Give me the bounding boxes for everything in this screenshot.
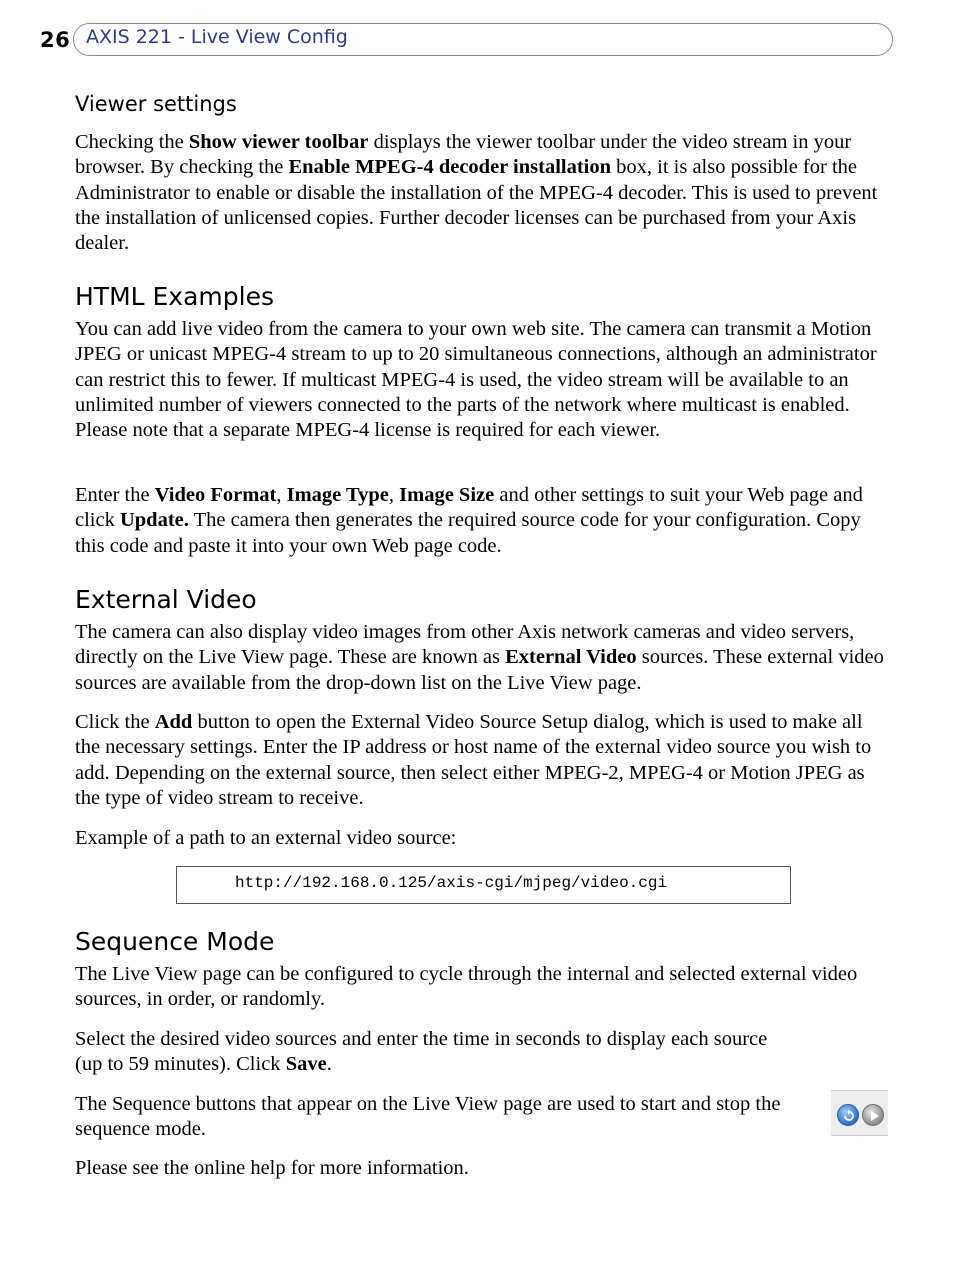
header-bar	[73, 23, 893, 56]
paragraph-external-video-1: The camera can also display video images from other Axis network cameras and video servers, directly on the Live View page. These are known as External Video sources. These external video sources are available from the drop-down list on the Live View page.	[75, 621, 884, 694]
paragraph-external-video-2: Click the Add button to open the External Video Source Setup dialog, which is used to make all the necessary settings. Enter the IP address or host name of the external video source you wish to add. Depending on the external source, then select either MPEG-2, MPEG-4 or Motion JPEG as the type of video stream to receive.	[75, 711, 872, 809]
sequence-buttons-image	[831, 1090, 888, 1136]
heading-sequence-mode: Sequence Mode	[75, 927, 275, 956]
paragraph-sequence-mode-4: Please see the online help for more information.	[75, 1157, 469, 1179]
code-example-box	[176, 866, 791, 904]
sequence-start-icon	[837, 1104, 859, 1126]
paragraph-html-examples-1: You can add live video from the camera to your own web site. The camera can transmit a Motion JPEG or unicast MPEG-4 stream to up to 20 simultaneous connections, although an administrator can restrict this to fewer. If multicast MPEG-4 is used, the video stream will be available to an unlimited number of viewers connected to the parts of the network where multicast is enabled. Please note that a separate MPEG-4 license is required for each viewer.	[75, 318, 877, 442]
paragraph-external-video-3: Example of a path to an external video source:	[75, 827, 457, 849]
paragraph-viewer-settings: Checking the Show viewer toolbar displays the viewer toolbar under the video stream in your browser. By checking the Enable MPEG-4 decoder installation box, it is also possible for the Administrator to enable or disable the installation of the MPEG-4 decoder. This is used to prevent the installation of unlicensed copies. Further decoder licenses can be purchased from your Axis dealer.	[75, 131, 878, 255]
heading-html-examples: HTML Examples	[75, 282, 274, 311]
page-number: 26	[40, 28, 71, 52]
code-example-path: http://192.168.0.125/axis-cgi/mjpeg/video.cgi	[235, 874, 668, 892]
heading-viewer-settings: Viewer settings	[75, 92, 237, 116]
paragraph-sequence-mode-3: The Sequence buttons that appear on the Live View page are used to start and stop the sequence mode.	[75, 1093, 781, 1141]
header-title: AXIS 221 - Live View Config	[86, 26, 348, 48]
heading-external-video: External Video	[75, 585, 257, 614]
sequence-stop-icon	[862, 1104, 884, 1126]
paragraph-sequence-mode-1: The Live View page can be configured to cycle through the internal and selected external video sources, in order, or randomly.	[75, 963, 858, 1011]
paragraph-sequence-mode-2: Select the desired video sources and enter the time in seconds to display each source (up to 59 minutes). Click Save.	[75, 1028, 768, 1076]
paragraph-html-examples-2: Enter the Video Format, Image Type, Image Size and other settings to suit your Web page and click Update. The camera then generates the required source code for your configuration. Copy this code and paste it into your own Web page code.	[75, 484, 863, 557]
